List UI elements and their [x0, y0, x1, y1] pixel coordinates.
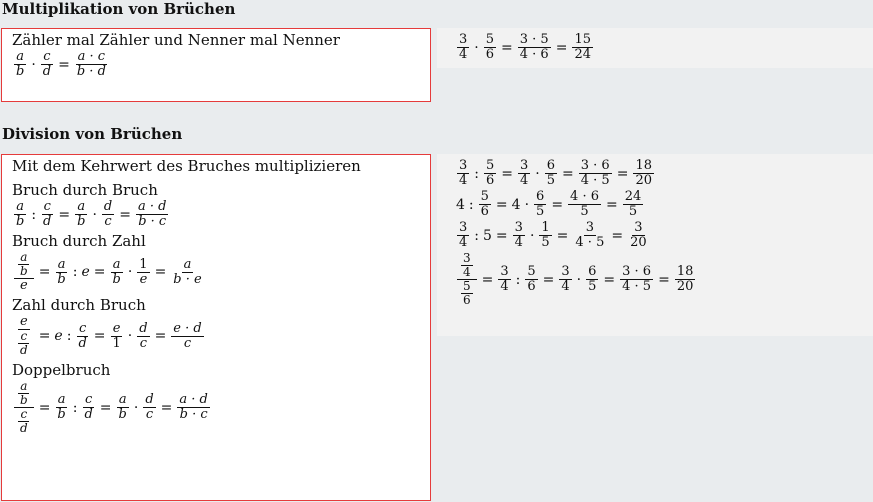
formula-fraction-by-number: $\frac{\frac{a}{b}}{e}$ = $\frac{a}{b}$ : e = $\frac{a}{b}$ · $\frac{1}{e}$ = $\frac{a}{b \cdot e}$: [12, 251, 420, 293]
case-fraction-by-number-label: Bruch durch Zahl: [12, 232, 146, 250]
division-example-1: $\frac{3}{4}$ : $\frac{5}{6}$ = $\frac{3}{4}$ · $\frac{6}{5}$ = $\frac{3 \cdot 6}{4 \cdot 5}$ = $\frac{18}{20}$: [459, 158, 652, 188]
multiplication-example-panel: [437, 28, 873, 68]
formula-double-fraction: $\frac{\frac{a}{b}}{\frac{c}{d}}$ = $\frac{a}{b}$ : $\frac{c}{d}$ = $\frac{a}{b}$ · $\frac{d}{c}$ = $\frac{a \cdot d}{b \cdot c}$: [12, 380, 420, 435]
formula-number-by-fraction: $\frac{e}{\frac{c}{d}}$ = e : $\frac{c}{d}$ = $\frac{e}{1}$ · $\frac{d}{c}$ = $\frac{e \cdot d}{c}$: [19, 314, 202, 357]
multiplication-title: Multiplikation von Brüchen: [2, 0, 236, 18]
multiplication-rule-text: Zähler mal Zähler und Nenner mal Nenner: [12, 31, 340, 49]
formula-fraction-by-fraction: $\frac{a}{b}$ : $\frac{c}{d}$ = $\frac{a}{b}$ · $\frac{d}{c}$ = $\frac{a \cdot d}{b \cdot c}$: [16, 199, 167, 229]
multiplication-formula: $\frac{a}{b}$ · $\frac{c}{d}$ = $\frac{a \cdot c}{b \cdot d}$: [16, 49, 106, 79]
division-rule-box: [1, 154, 431, 501]
division-title: Division von Brüchen: [2, 125, 183, 143]
division-example-panel: [437, 154, 873, 336]
multiplication-example: $\frac{3}{4}$ · $\frac{5}{6}$ = $\frac{3 \cdot 5}{4 \cdot 6}$ = $\frac{15}{24}$: [459, 32, 591, 62]
case-double-fraction-label: Doppelbruch: [12, 361, 111, 379]
multiplication-rule-box: [1, 28, 431, 102]
division-rule-text: Mit dem Kehrwert des Bruches multiplizieren: [12, 157, 361, 175]
case-number-by-fraction-label: Zahl durch Bruch: [12, 296, 146, 314]
division-example-2: 4 : $\frac{5}{6}$ = 4 · $\frac{6}{5}$ = $\frac{4 \cdot 6}{5}$ = $\frac{24}{5}$: [456, 189, 642, 219]
division-example-3: $\frac{3}{4}$ : 5 = $\frac{3}{4}$ · $\frac{1}{5}$ = $\frac{3}{4 \cdot 5}$ = $\frac{3}{20}$: [459, 220, 647, 250]
division-example-4: $\frac{\frac{3}{4}}{\frac{5}{6}}$ = $\frac{3}{4}$ : $\frac{5}{6}$ = $\frac{3}{4}$ · $\frac{6}{5}$ = $\frac{3 \cdot 6}{4 \cdot 5}$ = $\frac{18}{20}$: [455, 252, 855, 307]
case-fraction-by-fraction-label: Bruch durch Bruch: [12, 181, 158, 199]
